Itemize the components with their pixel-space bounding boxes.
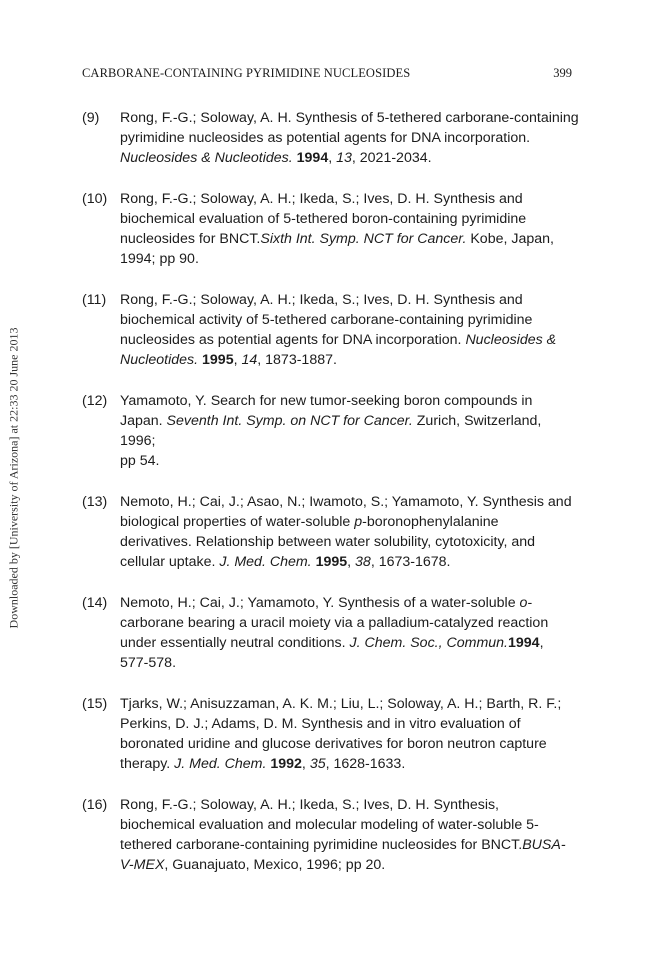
reference-line [120, 148, 580, 168]
bold-text: 1992 [270, 756, 302, 772]
reference-line [120, 108, 580, 128]
text-run: 1994; pp 90. [120, 251, 199, 267]
text-run: Rong, F.-G.; Soloway, A. H.; Ikeda, S.; Ives, D. H. Synthesis, [120, 797, 499, 813]
reference-list [82, 108, 582, 896]
reference-item [82, 593, 582, 673]
italic-text: 14 [241, 352, 258, 368]
reference-line [120, 492, 580, 512]
italic-text: Seventh Int. Symp. on NCT for Cancer. [166, 413, 413, 429]
reference-line [120, 512, 580, 532]
reference-item [82, 108, 582, 168]
reference-line [120, 835, 580, 855]
reference-line [120, 714, 580, 734]
text-run: Rong, F.-G.; Soloway, A. H.; Ikeda, S.; Ives, D. H. Synthesis and [120, 292, 523, 308]
reference-line [120, 391, 580, 411]
text-run: , [539, 635, 544, 651]
text-run: Nemoto, H.; Cai, J.; Asao, N.; Iwamoto, S.; Yamamoto, Y. Synthesis and [120, 494, 572, 510]
text-run: -boronophenylalanine [362, 514, 499, 530]
bold-text: 1994 [296, 150, 329, 166]
italic-text: J. Chem. Soc., Commun. [349, 635, 508, 651]
text-run: , [233, 352, 242, 368]
reference-line [120, 795, 580, 815]
reference-line [120, 350, 580, 370]
reference-text [120, 694, 580, 774]
text-run: biochemical evaluation and molecular modeling of water-soluble 5- [120, 817, 539, 833]
reference-line [120, 653, 580, 673]
italic-text: p [354, 514, 363, 530]
italic-text: BUSA- [522, 837, 566, 853]
italic-text: 13 [336, 150, 352, 166]
text-run: Japan. [120, 413, 167, 429]
reference-item [82, 391, 582, 471]
text-run: Perkins, D. J.; Adams, D. M. Synthesis and in vitro evaluation of [120, 716, 521, 732]
running-header [82, 66, 572, 82]
text-run: nucleosides as potential agents for DNA incorporation. [120, 332, 466, 348]
text-run: Rong, F.-G.; Soloway, A. H.; Ikeda, S.; Ives, D. H. Synthesis and [120, 191, 523, 207]
text-run: biological properties of water-soluble [120, 514, 355, 530]
reference-line [120, 451, 580, 471]
text-run: Zurich, Switzerland, 1996; [120, 413, 542, 449]
reference-item [82, 694, 582, 774]
text-run: Kobe, Japan, [466, 231, 554, 247]
italic-text: V-MEX [120, 857, 165, 873]
text-run: nucleosides for BNCT. [120, 231, 261, 247]
italic-text: 38 [355, 554, 371, 570]
reference-line [120, 229, 580, 249]
reference-number: (12) [82, 393, 108, 409]
reference-line [120, 815, 580, 835]
text-run: 577-578. [120, 655, 177, 671]
italic-text: Nucleosides & [465, 332, 557, 348]
reference-number: (9) [82, 110, 100, 126]
text-run: , [347, 554, 356, 570]
italic-text: 35 [309, 756, 326, 772]
bold-text: 1995 [315, 554, 348, 570]
reference-line [120, 290, 580, 310]
reference-text [120, 391, 580, 471]
reference-line [120, 532, 580, 552]
italic-text: Sixth Int. Symp. NCT for Cancer. [260, 231, 467, 247]
text-run: cellular uptake. [120, 554, 220, 570]
reference-text [120, 593, 580, 673]
reference-line [120, 249, 580, 269]
text-run: pp 54. [120, 453, 160, 469]
reference-item [82, 795, 582, 875]
reference-text [120, 290, 580, 370]
reference-line [120, 330, 580, 350]
text-run: , Guanajuato, Mexico, 1996; pp 20. [164, 857, 386, 873]
reference-number: (11) [82, 292, 107, 308]
running-title: CARBORANE-CONTAINING PYRIMIDINE NUCLEOSIDES [82, 66, 411, 80]
reference-line [120, 754, 580, 774]
reference-item [82, 189, 582, 269]
text-run: therapy. [120, 756, 175, 772]
reference-number: (15) [82, 696, 108, 712]
reference-line [120, 128, 580, 148]
text-run: , 1673-1678. [370, 554, 451, 570]
text-run: boronated uridine and glucose derivatives for boron neutron capture [120, 736, 547, 752]
reference-text [120, 795, 580, 875]
text-run: Nemoto, H.; Cai, J.; Yamamoto, Y. Synthesis of a water-soluble [120, 595, 520, 611]
text-run: , [301, 756, 310, 772]
reference-line [120, 209, 580, 229]
bold-text: 1994 [508, 635, 540, 651]
text-run: carborane bearing a uracil moiety via a palladium-catalyzed reaction [120, 615, 549, 631]
text-run: biochemical evaluation of 5-tethered boron-containing pyrimidine [120, 211, 527, 227]
reference-line [120, 633, 580, 653]
text-run: , [328, 150, 337, 166]
text-run: derivatives. Relationship between water solubility, cytotoxicity, and [120, 534, 536, 550]
page-number: 399 [553, 66, 572, 80]
reference-line [120, 310, 580, 330]
text-run: , 1873-1887. [257, 352, 337, 368]
text-run: biochemical activity of 5-tethered carborane-containing pyrimidine [120, 312, 533, 328]
reference-text [120, 108, 580, 168]
reference-line [120, 593, 580, 613]
text-run: , 2021-2034. [351, 150, 432, 166]
reference-item [82, 492, 582, 572]
italic-text: o [519, 595, 528, 611]
reference-item [82, 290, 582, 370]
text-run: Rong, F.-G.; Soloway, A. H. Synthesis of 5-tethered carborane-containing [120, 110, 579, 126]
reference-line [120, 694, 580, 714]
reference-number: (13) [82, 494, 108, 510]
reference-text [120, 189, 580, 269]
reference-line [120, 411, 580, 451]
bold-text: 1995 [202, 352, 234, 368]
text-run: under essentially neutral conditions. [120, 635, 350, 651]
italic-text: Nucleosides & Nucleotides. [120, 150, 293, 166]
reference-line [120, 189, 580, 209]
italic-text: Nucleotides. [120, 352, 199, 368]
text-run: Yamamoto, Y. Search for new tumor-seeking boron compounds in [120, 393, 533, 409]
reference-number: (14) [82, 595, 108, 611]
download-watermark-text: Downloaded by [University of Arizona] at 22:33 20 June 2013 [6, 327, 21, 629]
reference-line [120, 552, 580, 572]
reference-line [120, 855, 580, 875]
text-run: Tjarks, W.; Anisuzzaman, A. K. M.; Liu, L.; Soloway, A. H.; Barth, R. F.; [120, 696, 562, 712]
reference-number: (16) [82, 797, 108, 813]
italic-text: J. Med. Chem. [219, 554, 312, 570]
reference-text [120, 492, 580, 572]
text-run: pyrimidine nucleosides as potential agents for DNA incorporation. [120, 130, 531, 146]
text-run: - [527, 595, 533, 611]
italic-text: J. Med. Chem. [174, 756, 267, 772]
text-run: tethered carborane-containing pyrimidine nucleosides for BNCT. [120, 837, 523, 853]
text-run: , 1628-1633. [325, 756, 406, 772]
reference-number: (10) [82, 191, 108, 207]
reference-line [120, 734, 580, 754]
reference-line [120, 613, 580, 633]
